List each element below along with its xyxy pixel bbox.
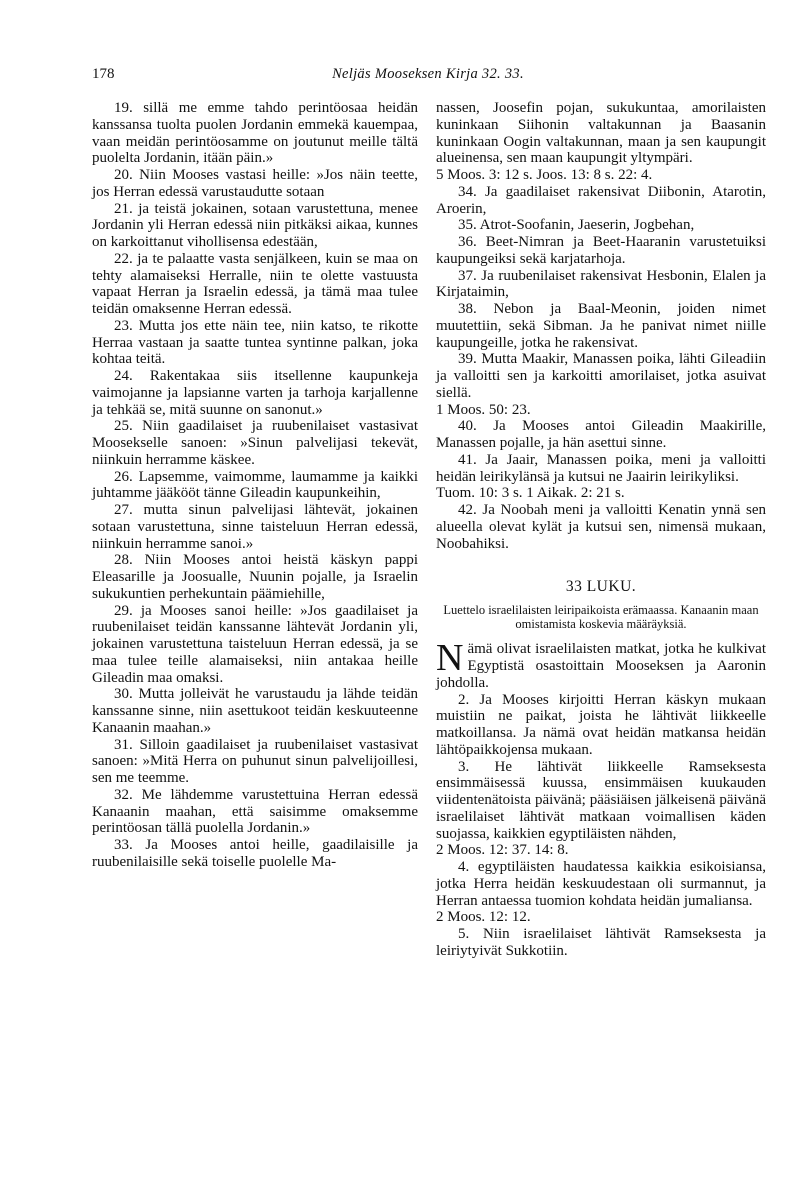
verse-continuation: nassen, Joosefin pojan, sukukuntaa, amorilaisten kuninkaan Siihonin valtakunnan ja Baasanin kuninkaan Oogin valtakunnan, maan ja sen kaupungit alueinensa, sen maan kaupungit yltympäri. [436, 100, 766, 167]
verse: 20. Niin Mooses vastasi heille: »Jos näin teette, jos Herran edessä varustaudutte sotaan [92, 167, 418, 200]
verse: 35. Atrot-Soofanin, Jaeserin, Jogbehan, [458, 217, 695, 234]
verse: 5. Niin israelilaiset lähtivät Ramseksesta ja leiriytyivät Sukkotiin. [436, 926, 766, 959]
verse: 2. Ja Mooses kirjoitti Herran käskyn mukaan muistiin ne paikat, joista he lähtivät liikkeelle matkoillansa. Ja nämä ovat heidän matkansa heidän lähtöpaikkojensa mukaan. [436, 691, 766, 758]
cross-reference: 1 Moos. 50: 23. [436, 401, 531, 418]
verse: 34. Ja gaadilaiset rakensivat Diibonin, Atarotin, Aroerin, [436, 183, 766, 217]
verse: 40. Ja Mooses antoi Gileadin Maakirille, Manassen pojalle, ja hän asettui sinne. [436, 418, 766, 451]
verse: 36. Beet-Nimran ja Beet-Haaranin varustetuiksi kaupungeiksi sekä karjatarhoja. [436, 234, 766, 267]
running-title: Neljäs Mooseksen Kirja 32. 33. [332, 66, 524, 82]
cross-reference: Tuom. 10: 3 s. 1 Aikak. 2: 21 s. [436, 485, 625, 502]
verse: 30. Mutta jolleivät he varustaudu ja lähde teidän kanssanne sinne, niin asettukoot teidän keskuuteenne Kanaanin maahan.» [92, 686, 418, 736]
cross-reference: 2 Moos. 12: 37. 14: 8. [436, 842, 569, 859]
verse: 39. Mutta Maakir, Manassen poika, lähti Gileadiin ja valloitti sen ja karkoitti amorilaiset, jotka asuivat siellä. [436, 351, 766, 401]
verse: 19. sillä me emme tahdo perintöosaa heidän kanssansa tuolta puolen Jordanin emmekä kauempaa, vaan meidän perintöosamme on joutunut meille tältä puolelta Jordanin, itään päin.» [92, 100, 418, 167]
chapter-summary: Luettelo israelilaisten leiripaikoista erämaassa. Kanaanin maan omistamista koskevia määräyksiä. [443, 603, 759, 631]
page-number: 178 [92, 66, 115, 82]
verse: 25. Niin gaadilaiset ja ruubenilaiset vastasivat Moosekselle sanoen: »Sinun palvelijasi tekevät, niinkuin herramme käskee. [92, 418, 418, 468]
verse: 32. Me lähdemme varustettuina Herran edessä Kanaanin maahan, että saisimme omaksemme perintöosan tällä puolella Jordanin.» [92, 786, 418, 837]
left-column [92, 100, 418, 871]
verse: 4. egyptiläisten haudatessa kaikkia esikoisiansa, jotka Herra heidän keskuudestaan oli surmannut, ja Herran antaessa tuomion kohdata heidän jumaliansa. [436, 859, 766, 909]
chapter-heading: 33 LUKU. [565, 578, 637, 596]
verse: 29. ja Mooses sanoi heille: »Jos gaadilaiset ja ruubenilaiset teidän kanssanne lähtevät Jordanin yli, jokainen varustettuna taisteluun Herran edessä, ja se maa tulee teille alamaiseksi, niin antakaa heille Gileadin maa omaksi. [92, 602, 418, 686]
verse: 28. Niin Mooses antoi heistä käskyn pappi Eleasarille ja Joosualle, Nuunin pojalle, ja Israelin sukukuntien perhekuntain päämiehille, [92, 552, 418, 602]
cross-reference: 2 Moos. 12: 12. [436, 909, 531, 926]
verse: 27. mutta sinun palvelijasi lähtevät, jokainen sotaan varustettuna, sinne taisteluun Herran edessä, niinkuin herramme sanoi.» [92, 502, 418, 552]
verse: 21. ja teistä jokainen, sotaan varustettuna, menee Jordanin yli Herran edessä niin pitkäksi aikaa, kunnes on karkoittanut vihollisensa edestään, [92, 200, 418, 250]
chapter-first-verse [436, 637, 766, 691]
verse-text: ämä olivat israelilaisten matkat, jotka he kulkivat Egyptistä osastoittain Mooseksen ja Aaronin johdolla. [436, 641, 766, 691]
drop-cap: N [436, 637, 464, 680]
verse: 26. Lapsemme, vaimomme, laumamme ja kaikki juhtamme jääkööt tänne Gileadin kaupunkeihin, [92, 468, 418, 502]
page-header [92, 66, 764, 88]
verse: 23. Mutta jos ette näin tee, niin katso, te rikotte Herraa vastaan ja saatte tuntea syntinne palkan, joka kohtaa teitä. [92, 317, 418, 368]
verse: 3. He lähtivät liikkeelle Ramseksesta ensimmäisessä kuussa, ensimmäisen kuukauden viidentenätoista päivänä; pääsiäisen jälkeisenä päivänä israelilaiset lähtivät matkaan voimallisen käden suojassa, kaikkien egyptiläisten nähden, [436, 758, 766, 842]
right-column [436, 100, 766, 960]
verse: 38. Nebon ja Baal-Meonin, joiden nimet muutettiin, sekä Sibman. Ja he panivat nimet niille kaupungeille, jotka he rakensivat. [436, 301, 766, 351]
verse: 41. Ja Jaair, Manassen poika, meni ja valloitti heidän leirikylänsä ja kutsui ne Jaairin leirikyliksi. [436, 451, 766, 485]
cross-reference: 5 Moos. 3: 12 s. Joos. 13: 8 s. 22: 4. [436, 167, 653, 183]
verse: 24. Rakentakaa siis itsellenne kaupunkeja vaimojanne ja lapsianne varten ja tarhoja karjallenne ja tehkää se, mitä suunne on sanonut.» [92, 368, 418, 418]
verse: 42. Ja Noobah meni ja valloitti Kenatin ynnä sen alueella olevat kylät ja kutsui sen, nimensä mukaan, Noobahiksi. [436, 502, 766, 552]
verse: 31. Silloin gaadilaiset ja ruubenilaiset vastasivat sanoen: »Mitä Herra on puhunut sinun palvelijoillesi, sen me teemme. [92, 736, 418, 786]
verse: 37. Ja ruubenilaiset rakensivat Hesbonin, Elalen ja Kirjataimin, [436, 267, 766, 301]
verse: 22. ja te palaatte vasta senjälkeen, kuin se maa on tehty alamaiseksi Herralle, niin te olette vastuusta vapaat Herran ja Israelin edessä, ja tämä maa tulee teidän omaksenne Herran edessä. [92, 250, 418, 317]
verse: 33. Ja Mooses antoi heille, gaadilaisille ja ruubenilaisille sekä toiselle puolelle Ma- [92, 837, 418, 870]
